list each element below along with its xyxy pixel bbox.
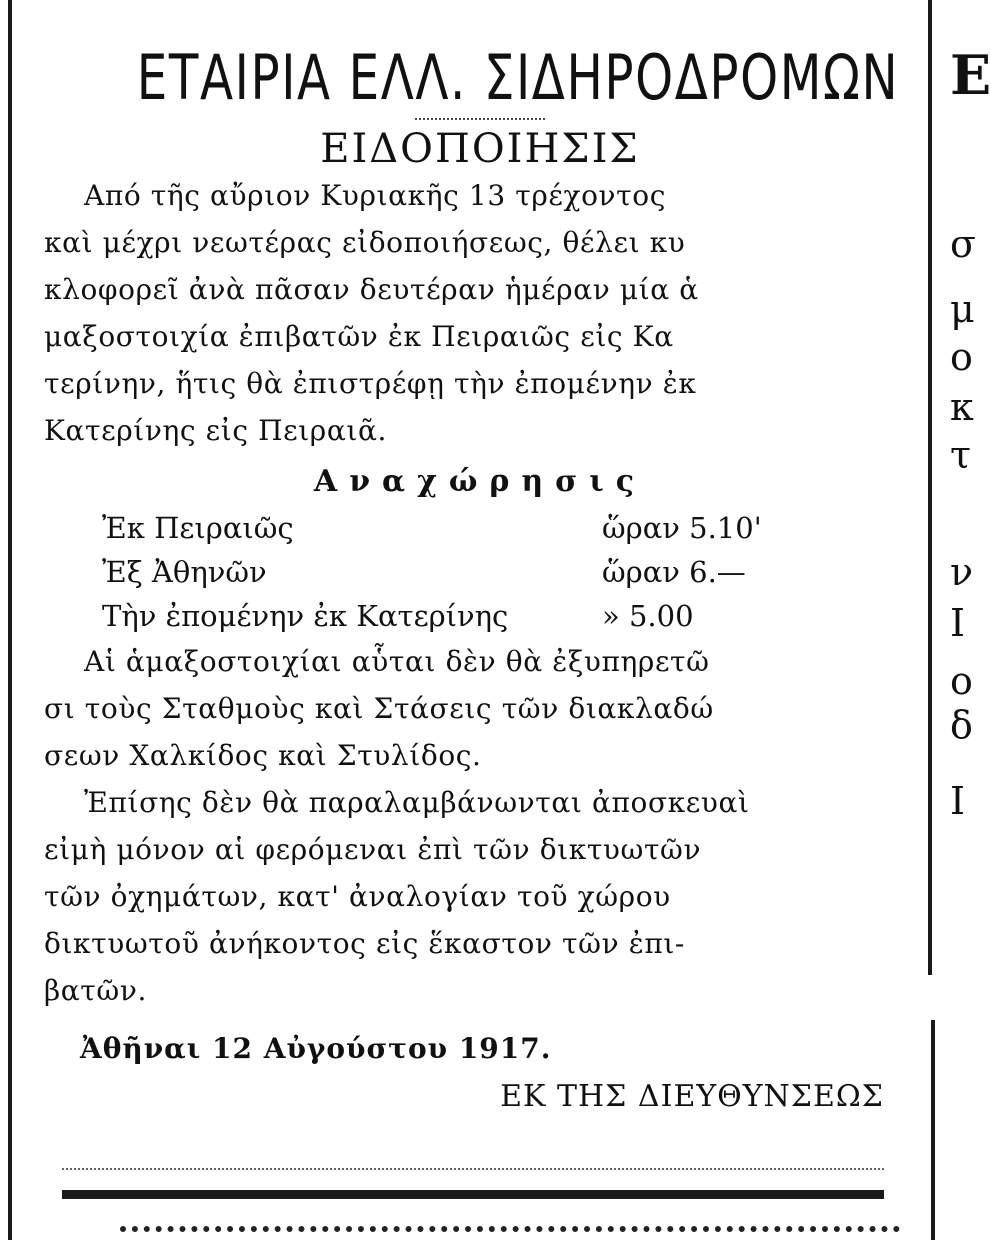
paragraph-stations — [40, 638, 920, 779]
adjacent-column-letter: τ — [950, 433, 972, 477]
text-line: σεων Χαλκίδος καὶ Στυλίδος. — [44, 739, 482, 773]
railway-notice — [40, 30, 920, 1120]
column-rule-left — [8, 0, 12, 1240]
adjacent-column-letter: ο — [950, 335, 973, 379]
text-line: καὶ μέχρι νεωτέρας εἰδοποιήσεως, θέλει κυ — [44, 226, 686, 260]
adjacent-column-letter: ν — [950, 550, 974, 594]
text-line: Κατερίνης εἰς Πειραιᾶ. — [44, 414, 387, 448]
text-line: τῶν ὀχημάτων, κατ' ἀναλογίαν τοῦ χώρου — [44, 880, 671, 914]
text-line: μαξοστοιχία ἐπιβατῶν ἐκ Πειραιῶς εἰς Κα — [44, 320, 674, 354]
bottom-divider-dotted — [62, 1168, 884, 1170]
adjacent-column-letter: σ — [950, 222, 976, 266]
adjacent-column-letter: ο — [950, 659, 973, 703]
adjacent-column-letter: μ — [950, 287, 975, 331]
departures-table — [40, 506, 920, 638]
departure-row — [40, 550, 920, 594]
column-rule-right — [928, 0, 932, 975]
adjacent-column-letter: Ι — [950, 779, 966, 823]
departure-origin: Τὴν ἐπομένην ἐκ Κατερίνης — [102, 599, 509, 634]
adjacent-column-letter: Ι — [950, 601, 966, 645]
adjacent-column-letter: κ — [950, 385, 974, 429]
departure-time: ὥραν 6.— — [602, 555, 746, 590]
departure-row — [40, 506, 920, 550]
paragraph-luggage — [40, 779, 920, 1014]
notice-subtitle: ΕΙΔΟΠΟΙΗΣΙΣ — [320, 126, 640, 173]
notice-title: ΕΤΑΙΡΙΑ ΕΛΛ. ΣΙΔΗΡΟΔΡΟΜΩΝ — [136, 41, 900, 114]
column-rule-right-lower — [931, 1020, 935, 1240]
text-line: εἰμὴ μόνον αἱ φερόμεναι ἐπὶ τῶν δικτυωτῶν — [44, 833, 702, 867]
departure-row — [40, 594, 920, 638]
notice-date: Ἀθῆναι 12 Αὐγούστου 1917. — [80, 1032, 552, 1066]
text-line: Από τῆς αὔριον Κυριακῆς 13 τρέχοντος — [84, 179, 666, 213]
text-line: Ἐπίσης δὲν θὰ παραλαμβάνωνται ἀποσκευαὶ — [84, 786, 750, 820]
bottom-divider-rule — [62, 1190, 884, 1199]
title-divider — [415, 118, 545, 120]
text-line: δικτυωτοῦ ἀνήκοντος εἰς ἕκαστον τῶν ἐπι- — [44, 927, 685, 961]
departure-time: ὥραν 5.10' — [602, 511, 762, 546]
notice-signature: ΕΚ ΤΗΣ ΔΙΕΥΘΥΝΣΕΩΣ — [500, 1079, 884, 1115]
text-line: τερίνην, ἥτις θὰ ἐπιστρέφῃ τὴν ἐπομένην ἐκ — [44, 367, 697, 401]
paragraph-schedule — [40, 172, 920, 454]
departures-heading: Αναχώρησις — [313, 464, 647, 500]
text-line: βατῶν. — [44, 974, 147, 1008]
next-article-fragment — [120, 1226, 900, 1246]
adjacent-column-fragment — [948, 0, 991, 1240]
adjacent-column-letter: Ε — [950, 43, 991, 107]
departure-origin: Ἐξ Ἀθηνῶν — [102, 555, 267, 590]
departure-time: » 5.00 — [602, 599, 694, 634]
adjacent-column-letter: δ — [950, 703, 973, 747]
text-line: Αἱ ἁμαξοστοιχίαι αὗται δὲν θὰ ἐξυπηρετῶ — [84, 645, 710, 679]
text-line: σι τοὺς Σταθμοὺς καὶ Στάσεις τῶν διακλαδώ — [44, 692, 714, 726]
text-line: κλοφορεῖ ἀνὰ πᾶσαν δευτέραν ἡμέραν μία ἁ — [44, 273, 699, 307]
departure-origin: Ἐκ Πειραιῶς — [102, 511, 294, 546]
